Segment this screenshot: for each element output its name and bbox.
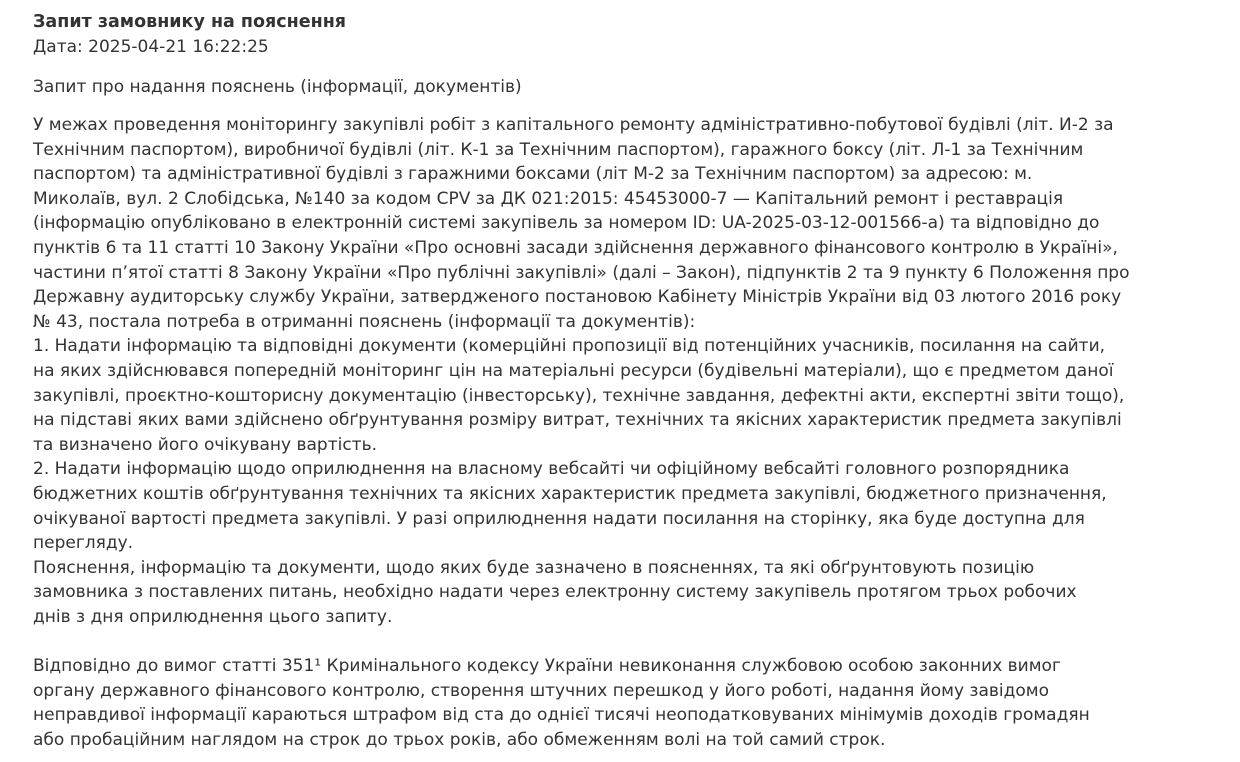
body-line: перегляду. <box>33 533 134 554</box>
body-line: Державну аудиторську службу України, затвердженого постановою Кабінету Міністрів України від 03 лютого 2016 року <box>33 287 1122 308</box>
body-line: Пояснення, інформацію та документи, щодо яких буде зазначено в поясненнях, та які обґрунтовують позицію <box>33 557 1035 578</box>
body-line: 2. Надати інформацію щодо оприлюднення на власному вебсайті чи офіційному вебсайті головного розпорядника <box>33 459 1070 480</box>
body-line: закупівлі, проєктно-кошторисну документацію (інвесторську), технічне завдання, дефектні акти, експертні звіти тощо), <box>33 385 1125 406</box>
body-line: № 43, постала потреба в отриманні пояснень (інформації та документів): <box>33 311 696 332</box>
footer-line: Відповідно до вимог статті 351¹ Кримінального кодексу України невиконання службовою особою законних вимог <box>33 656 1061 677</box>
body-line: на яких здійснювався попередній моніторинг цін на матеріальні ресурси (будівельні матеріали), що є предметом даної <box>33 360 1114 381</box>
body-line: 1. Надати інформацію та відповідні документи (комерційні пропозиції від потенційних учасників, посилання на сайти, <box>33 336 1106 357</box>
body-line: днів з дня оприлюднення цього запиту. <box>33 606 393 627</box>
body-line: У межах проведення моніторингу закупівлі робіт з капітального ремонту адміністративно-побутової будівлі (літ. И-2 за <box>33 115 1114 135</box>
body-line: очікуваної вартості предмета закупівлі. У разі оприлюднення надати посилання на сторінку, яка буде доступна для <box>33 508 1085 529</box>
request-body <box>33 113 1223 752</box>
footer-line: неправдивої інформації караються штрафом від ста до однієї тисячі неоподатковуваних мінімумів доходів громадян <box>33 705 1090 726</box>
body-line: на підставі яких вами здійснено обґрунтування розміру витрат, технічних та якісних характеристик предмета закупівлі <box>33 410 1122 431</box>
body-line: (інформацію опубліковано в електронній системі закупівель за номером ID: UA-2025-03-12-001566-a) та відповідно до <box>33 213 1100 234</box>
body-line: та визначено його очікувану вартість. <box>33 434 378 455</box>
document-title: Запит замовнику на пояснення <box>33 12 347 32</box>
body-line: Миколаїв, вул. 2 Слобідська, №140 за кодом CPV за ДК 021:2015: 45453000-7 — Капітальний ремонт і реставрація <box>33 188 1064 209</box>
request-subject: Запит про надання пояснень (інформації, документів) <box>33 77 522 97</box>
footer-line: або пробаційним наглядом на строк до трьох років, або обмеженням волі на той самий строк. <box>33 729 886 750</box>
body-line: замовника з поставлених питань, необхідно надати через електронну систему закупівель протягом трьох робочих <box>33 582 1077 603</box>
footer-line: органу державного фінансового контролю, створення штучних перешкод у його роботі, надання йому завідомо <box>33 680 1050 701</box>
paragraph-gap <box>33 629 1223 654</box>
body-line: частини п’ятої статті 8 Закону України «Про публічні закупівлі» (далі – Закон), підпунктів 2 та 9 пункту 6 Положення про <box>33 262 1130 283</box>
body-line: бюджетних коштів обґрунтування технічних та якісних характеристик предмета закупівлі, бюджетного призначення, <box>33 483 1107 504</box>
document-date: Дата: 2025-04-21 16:22:25 <box>33 37 269 57</box>
body-line: пунктів 6 та 11 статті 10 Закону України «Про основні засади здійснення державного фінансового контролю в Україні», <box>33 237 1118 258</box>
body-line: паспортом) та адміністративної будівлі з гаражними боксами (літ М-2 за Технічним паспортом) за адресою: м. <box>33 164 1033 185</box>
body-line: Технічним паспортом), виробничої будівлі (літ. К-1 за Технічним паспортом), гаражного боксу (літ. Л-1 за Технічним <box>33 139 1084 160</box>
